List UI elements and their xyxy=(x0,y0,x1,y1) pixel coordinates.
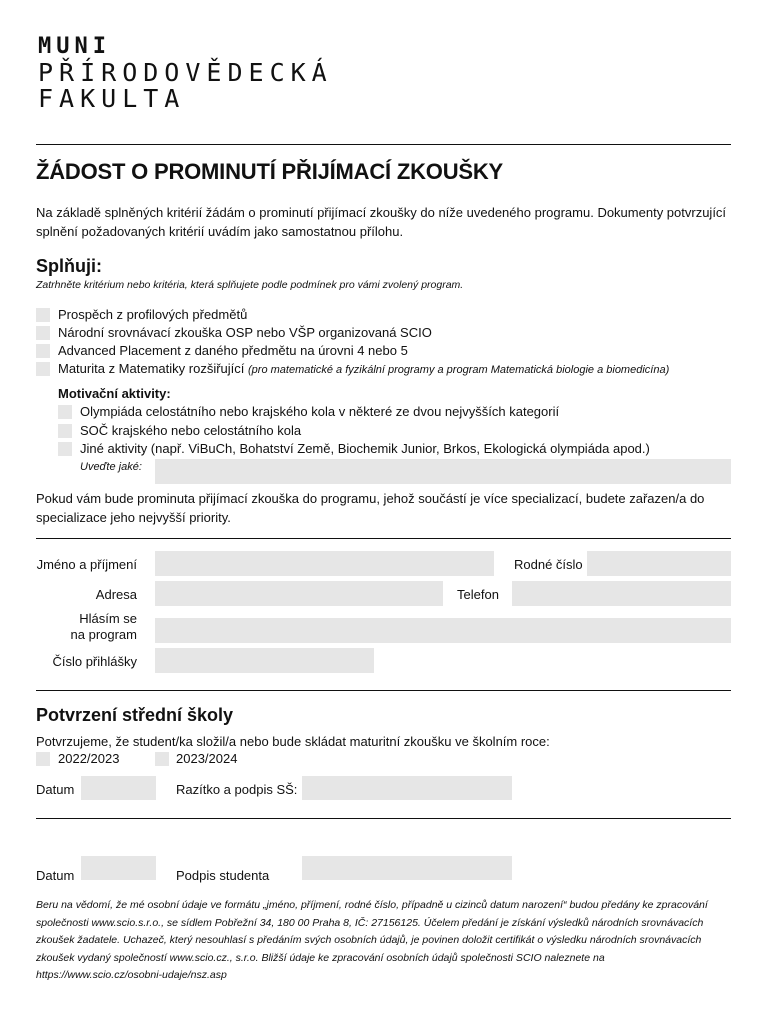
criterion-label: Prospěch z profilových předmětů xyxy=(58,307,248,322)
address-input[interactable] xyxy=(155,581,443,606)
birth-number-input[interactable] xyxy=(587,551,731,576)
student-signature-input[interactable] xyxy=(302,856,512,880)
criterion-text: Maturita z Matematiky rozšiřující xyxy=(58,361,245,376)
intro-text: Na základě splněných kritérií žádám o prominutí přijímací zkoušky do níže uvedeného programu. Dokumenty potvrzující splnění požadovaných kritérií uvádím jako samostatnou přílohu. xyxy=(36,205,727,239)
checkbox-advanced-placement[interactable] xyxy=(36,344,50,358)
page-title: ŽÁDOST O PROMINUTÍ PŘIJÍMACÍ ZKOUŠKY xyxy=(36,159,504,184)
program-label xyxy=(36,611,137,643)
program-label-line2: na program xyxy=(70,627,137,642)
name-input[interactable] xyxy=(155,551,494,576)
address-label: Adresa xyxy=(95,587,137,602)
student-date-input[interactable] xyxy=(81,856,156,880)
student-date-label: Datum xyxy=(36,868,75,883)
criterion-label: Národní srovnávací zkouška OSP nebo VŠP organizovaná SCIO xyxy=(58,325,432,340)
faculty-logo xyxy=(38,34,333,112)
checkbox-olympiada[interactable] xyxy=(58,405,72,419)
school-date-label: Datum xyxy=(36,782,75,797)
school-stamp-input[interactable] xyxy=(302,776,512,800)
specializace-text: Pokud vám bude prominuta přijímací zkouška do programu, jehož součástí je více specializací, budete zařazen/a do specializace jeho nejvyšší priority. xyxy=(36,491,705,525)
phone-label: Telefon xyxy=(457,587,499,602)
divider-personal xyxy=(36,538,731,539)
activity-label: Jiné aktivity (např. ViBuCh, Bohatství Země, Biochemik Junior, Brkos, Ekologická olympiáda apod.) xyxy=(80,441,650,456)
checkbox-osp[interactable] xyxy=(36,326,50,340)
program-input[interactable] xyxy=(155,618,731,643)
activity-label: SOČ krajského nebo celostátního kola xyxy=(80,423,302,438)
year-label: 2022/2023 xyxy=(58,751,120,766)
phone-input[interactable] xyxy=(512,581,731,606)
divider-top xyxy=(36,144,731,145)
uvedte-label: Uveďte jaké: xyxy=(80,461,142,473)
criterion-note: (pro matematické a fyzikální programy a program Matematická biologie a biomedicína) xyxy=(248,364,670,376)
divider-student xyxy=(36,818,731,819)
logo-line-faculty-name: PŘÍRODOVĚDECKÁ xyxy=(38,58,333,87)
criterion-label: Advanced Placement z daného předmětu na úrovni 4 nebo 5 xyxy=(58,343,408,358)
name-label: Jméno a příjmení xyxy=(36,557,137,572)
activity-label: Olympiáda celostátního nebo krajského kola v některé ze dvou nejvyšších kategorií xyxy=(80,404,560,419)
checkbox-soc[interactable] xyxy=(58,424,72,438)
criterion-label xyxy=(58,361,669,376)
student-signature-label: Podpis studenta xyxy=(176,868,270,883)
school-confirm-text: Potvrzujeme, že student/ka složil/a nebo bude skládat maturitní zkoušku ve školním roce: xyxy=(36,734,550,749)
checkbox-maturita-matematika[interactable] xyxy=(36,362,50,376)
motivacni-heading: Motivační aktivity: xyxy=(58,386,171,401)
uvedte-input[interactable] xyxy=(155,459,731,484)
divider-school xyxy=(36,690,731,691)
application-number-input[interactable] xyxy=(155,648,374,673)
birth-number-label: Rodné číslo xyxy=(514,557,583,572)
splnuji-note: Zatrhněte kritérium nebo kritéria, která splňujete podle podmínek pro vámi zvolený program. xyxy=(36,279,464,291)
checkbox-year-2023[interactable] xyxy=(155,752,169,766)
school-heading: Potvrzení střední školy xyxy=(36,705,234,725)
year-label: 2023/2024 xyxy=(176,751,238,766)
checkbox-jine-aktivity[interactable] xyxy=(58,442,72,456)
logo-line-muni: MUNI xyxy=(38,34,111,59)
school-date-input[interactable] xyxy=(81,776,156,800)
logo-line-fakulta: FAKULTA xyxy=(38,84,186,113)
program-label-line1: Hlásím se xyxy=(79,611,137,626)
splnuji-heading: Splňuji: xyxy=(36,256,102,276)
gdpr-footer: Beru na vědomí, že mé osobní údaje ve formátu „jméno, příjmení, rodné číslo, případně u cizinců datum narození“ budou předány ke zpracování společnosti www.scio.s.r.o., se sídlem Pobřežní 34, 180 00 Praha 8, IČ: 27156125. Účelem předání je získání výsledků národních srovnávacích zkoušek žadatele. Uchazeč, který nesouhlasí s předáním svých osobních údajů, je povinen doložit certifikát o výsledku národních srovnávacích zkoušek vydaný společností www.scio.cz., s.r.o. Bližší údaje ke zpracování osobních údajů společnosti SCIO naleznete na https://www.scio.cz/osobni-udaje/nsz.asp xyxy=(36,899,708,981)
checkbox-year-2022[interactable] xyxy=(36,752,50,766)
application-number-label: Číslo přihlášky xyxy=(52,654,137,669)
school-stamp-label: Razítko a podpis SŠ: xyxy=(176,782,298,797)
checkbox-prospech[interactable] xyxy=(36,308,50,322)
